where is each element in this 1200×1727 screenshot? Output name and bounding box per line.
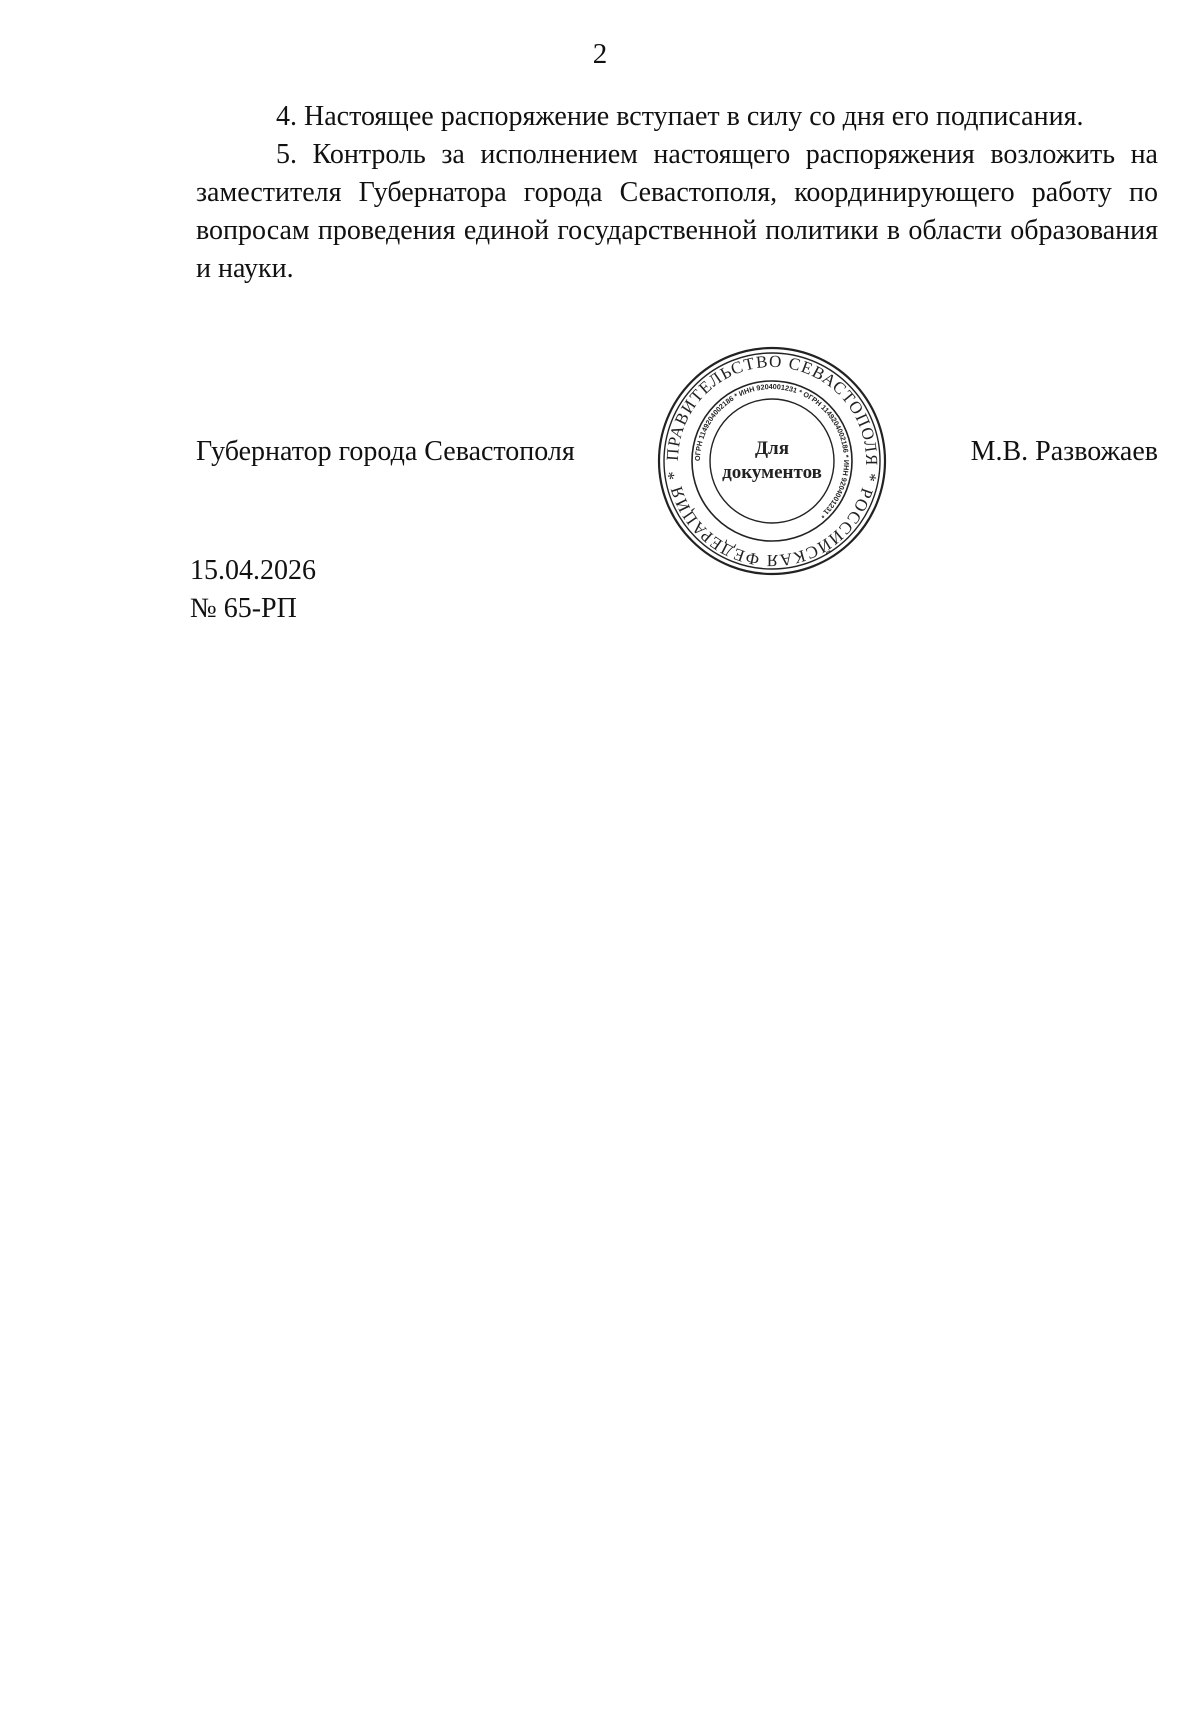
seal-outer-textpath: ПРАВИТЕЛЬСТВО СЕВАСТОПОЛЯ * РОССИЙСКАЯ ФЕДЕРАЦИЯ * <box>662 351 882 571</box>
seal-center-line1: Для <box>754 438 790 459</box>
signer-position: Губернатор города Севастополя <box>196 436 575 467</box>
paragraph-5: 5. Контроль за исполнением настоящего распоряжения возложить на заместителя Губернатора города Севастополя, координирующего работу по вопросам проведения единой государственной политики в области образования и науки. <box>196 139 1158 284</box>
document-number: № 65-РП <box>190 593 297 624</box>
document-date: 15.04.2026 <box>190 555 316 586</box>
seal-center-line2: документов <box>722 462 822 483</box>
signer-name: М.В. Развожаев <box>970 436 1158 467</box>
paragraph-4: 4. Настоящее распоряжение вступает в силу со дня его подписания. <box>276 101 1084 132</box>
document-body <box>196 98 1158 288</box>
seal-inner-textpath: ОГРН 1149204002186 * ИНН 9204001231 * ОГРН 1149204002186 * ИНН 9204001231 * <box>692 381 852 521</box>
official-seal-icon <box>656 345 888 577</box>
page-number: 2 <box>592 38 608 70</box>
document-date-number <box>190 552 316 628</box>
